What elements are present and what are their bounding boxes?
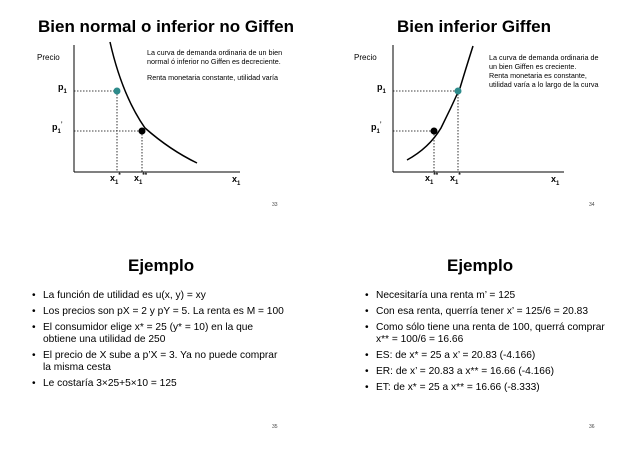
note-text-2: Renta monetaria constante, utilidad varía	[147, 73, 279, 82]
list-item: • El precio de X sube a p’X = 3. Ya no puede comprar la misma cesta	[30, 350, 288, 374]
point-upper	[455, 88, 462, 95]
list-item: • Los precios son pX = 2 y pY = 5. La renta es M = 100	[30, 306, 288, 318]
list-item: • ET: de x* = 25 a x** = 16.66 (-8.333)	[363, 382, 611, 394]
list-item: • Le costaría 3×25+5×10 = 125	[30, 378, 288, 390]
note-text-2: Renta monetaria es constante, utilidad varía a lo largo de la curva	[489, 71, 599, 89]
list-item: • El consumidor elige x* = 25 (y* = 10) en la que obtiene una utilidad de 250	[30, 322, 288, 346]
note-box	[147, 48, 287, 82]
x1-starstar-label: $x_1^{**}$	[425, 173, 439, 186]
demand-graph	[0, 0, 319, 225]
slide-title: Ejemplo	[128, 256, 195, 275]
slide-title: Bien normal o inferior no Giffen	[38, 17, 294, 36]
note-text-1: La curva de demanda ordinaria de un bien Giffen es creciente.	[489, 53, 599, 71]
x1-star-label: $x_1^*$	[110, 173, 121, 186]
x-axis-label: $x_1$	[551, 174, 560, 187]
list-item: • La función de utilidad es u(x, y) = xy	[30, 290, 288, 302]
p1-label: $p_1$	[58, 82, 67, 95]
x-axis-label: $x_1$	[232, 174, 241, 187]
point-lower	[431, 128, 438, 135]
demand-curve	[407, 46, 473, 160]
bullet-list	[363, 290, 611, 398]
note-text-1: La curva de demanda ordinaria de un bien normal ó inferior no Giffen es decreciente.	[147, 48, 283, 66]
bullet-list	[30, 290, 288, 394]
y-axis-label: Precio	[37, 53, 60, 62]
list-item: • Como sólo tiene una renta de 100, querrá comprar x** = 100/6 = 16.66	[363, 322, 611, 346]
point-upper	[114, 88, 121, 95]
page-number: 33	[272, 202, 278, 208]
list-item: • ER: de x’ = 20.83 a x** = 16.66 (-4.166)	[363, 366, 611, 378]
point-lower	[139, 128, 146, 135]
slide-example-1	[0, 226, 319, 451]
list-item: • Necesitaría una renta m’ = 125	[363, 290, 611, 302]
slide-giffen-good	[319, 0, 638, 225]
p1-prime-label: $p_1^’$	[371, 122, 382, 135]
slide-title: Ejemplo	[447, 256, 514, 275]
y-axis-label: Precio	[354, 53, 377, 62]
list-item: • Con esa renta, querría tener x’ = 125/6 = 20.83	[363, 306, 611, 318]
x1-star-label: $x_1^*$	[450, 173, 461, 186]
p1-prime-label: $p_1^’$	[52, 122, 63, 135]
demand-graph	[319, 0, 638, 225]
list-item: • ES: de x* = 25 a x’ = 20.83 (-4.166)	[363, 350, 611, 362]
page-number: 35	[272, 424, 278, 430]
page-number: 36	[589, 424, 595, 430]
note-box	[489, 53, 607, 89]
slide-title: Bien inferior Giffen	[397, 17, 551, 36]
x1-starstar-label: $x_1^{**}$	[134, 173, 148, 186]
slide-example-2	[319, 226, 638, 451]
slide-normal-good	[0, 0, 319, 225]
p1-label: $p_1$	[377, 82, 386, 95]
page-number: 34	[589, 202, 595, 208]
